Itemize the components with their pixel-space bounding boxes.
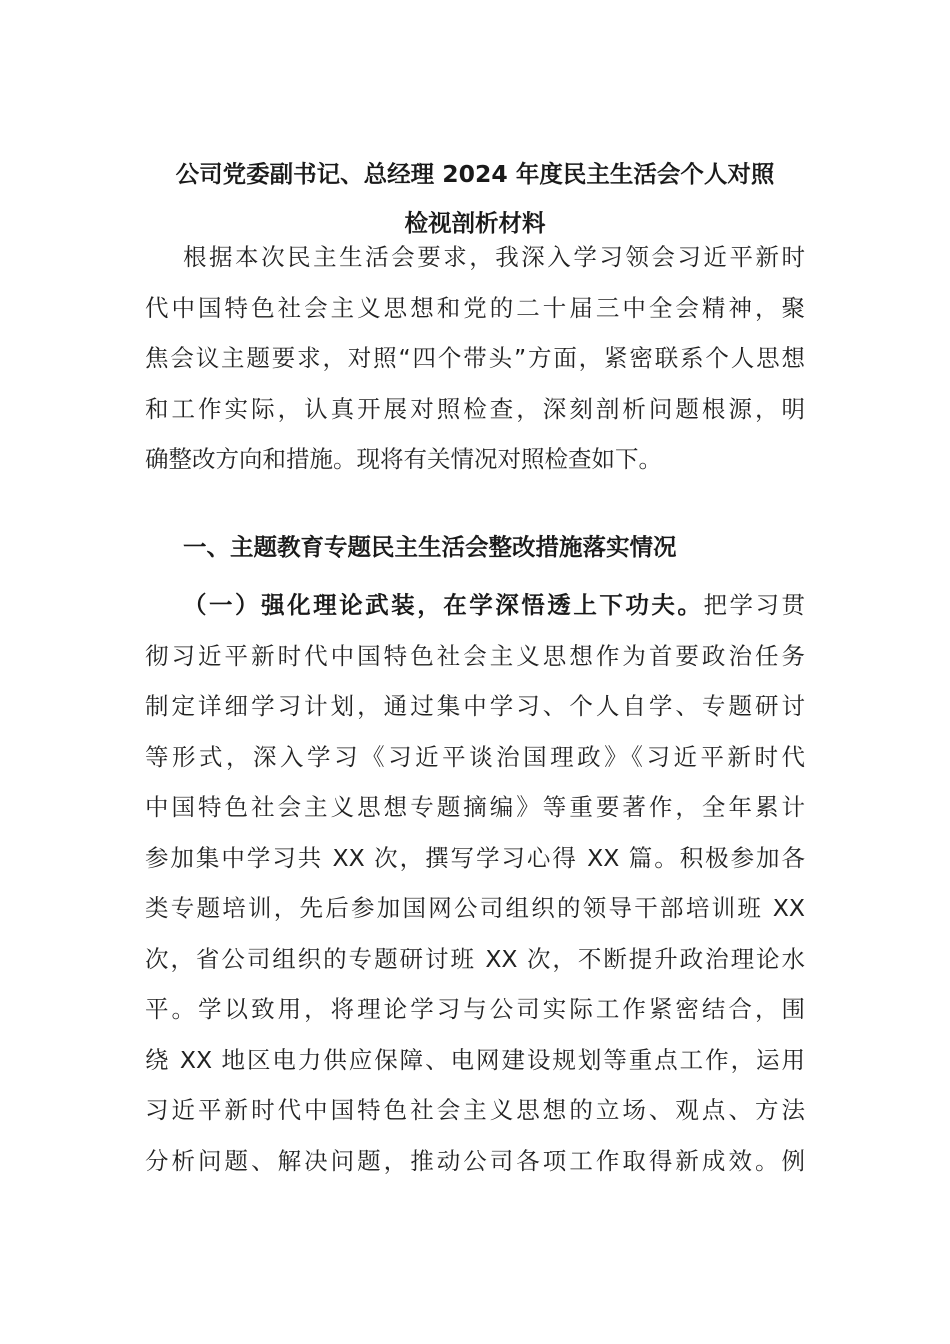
paragraph-1-line-11: 习近平新时代中国特色社会主义思想的立场、观点、方法 [145, 1096, 805, 1124]
section-heading-1: 一、主题教育专题民主生活会整改措施落实情况 [183, 533, 677, 561]
intro-line-2: 代中国特色社会主义思想和党的二十届三中全会精神，聚 [145, 293, 805, 322]
paragraph-1-line-8: 次，省公司组织的专题研讨班 XX 次，不断提升政治理论水 [145, 944, 805, 973]
intro-paragraph [145, 232, 805, 485]
intro-line-5: 确整改方向和措施。现将有关情况对照检查如下。 [145, 445, 662, 473]
intro-line-4: 和工作实际，认真开展对照检查，深刻剖析问题根源，明 [145, 394, 805, 423]
document-title-line-1: 公司党委副书记、总经理 2024 年度民主生活会个人对照 [175, 160, 775, 188]
paragraph-1-line-10: 绕 XX 地区电力供应保障、电网建设规划等重点工作，运用 [145, 1045, 805, 1074]
paragraph-1-line-6: 参加集中学习共 XX 次，撰写学习心得 XX 篇。积极参加各 [145, 843, 805, 872]
intro-line-1: 根据本次民主生活会要求，我深入学习领会习近平新时 [183, 243, 805, 271]
paragraph-1-line-12: 分析问题、解决问题，推动公司各项工作取得新成效。例 [145, 1146, 805, 1175]
paragraph-1-line-9: 平。学以致用，将理论学习与公司实际工作紧密结合，围 [145, 995, 805, 1023]
paragraph-1-lead: （一）强化理论武装，在学深悟透上下功夫。 [183, 591, 704, 619]
paragraph-1-line-4: 等形式，深入学习《习近平谈治国理政》《习近平新时代 [145, 742, 805, 771]
document-title-line-2: 检视剖析材料 [404, 209, 546, 237]
paragraph-1 [145, 580, 805, 1186]
paragraph-1-line-5: 中国特色社会主义思想专题摘编》等重要著作，全年累计 [145, 793, 805, 821]
intro-line-3: 焦会议主题要求，对照“四个带头”方面，紧密联系个人思想 [145, 344, 805, 372]
paragraph-1-line-7: 类专题培训，先后参加国网公司组织的领导干部培训班 XX [145, 894, 805, 922]
paragraph-1-line-1 [145, 580, 805, 631]
paragraph-1-line-1-rest: 把学习贯 [703, 591, 806, 619]
paragraph-1-line-2: 彻习近平新时代中国特色社会主义思想作为首要政治任务 [145, 641, 805, 670]
paragraph-1-line-3: 制定详细学习计划，通过集中学习、个人自学、专题研讨 [145, 692, 805, 720]
